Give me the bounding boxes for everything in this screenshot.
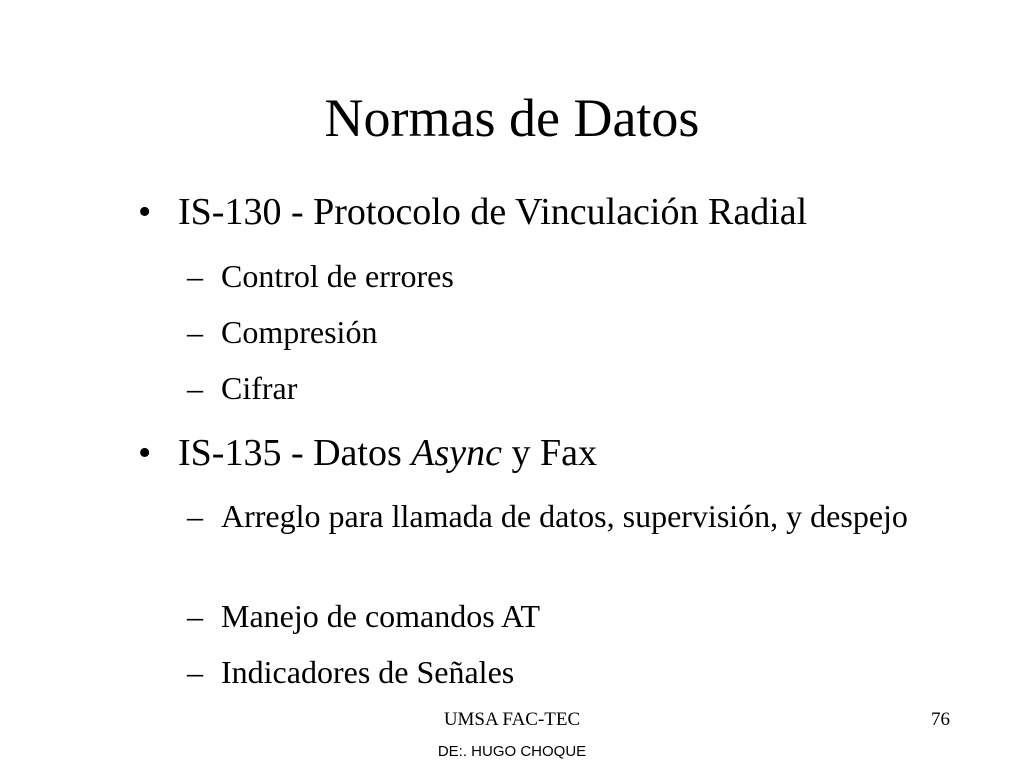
sub-item xyxy=(187,497,961,535)
bullet-text xyxy=(178,431,597,475)
sub-item xyxy=(187,369,961,407)
bullet-text-part: IS-135 - Datos xyxy=(178,432,412,474)
dash-marker: – xyxy=(187,314,203,350)
sub-item-text: Cifrar xyxy=(221,370,298,406)
bullet-text-part: y Fax xyxy=(502,432,597,474)
slide-title: Normas de Datos xyxy=(324,88,700,148)
bullet-text-italic: Async xyxy=(411,432,502,474)
page-number: 76 xyxy=(931,709,950,730)
sub-item-text: Control de errores xyxy=(221,258,454,294)
sub-item-text: Indicadores de Señales xyxy=(221,654,515,690)
sub-item-text: Manejo de comandos AT xyxy=(221,598,541,634)
dash-marker: – xyxy=(187,258,203,294)
dash-marker: – xyxy=(187,654,203,690)
sub-item-text: Arreglo para llamada de datos, supervisión, y despejo xyxy=(221,498,908,534)
dash-marker: – xyxy=(187,598,203,634)
sub-item xyxy=(187,597,961,635)
bullet-marker: • xyxy=(138,191,152,233)
footer-org: UMSA FAC-TEC xyxy=(443,709,581,730)
bullet-marker: • xyxy=(138,432,152,474)
dash-marker: – xyxy=(187,498,203,534)
bullet-item xyxy=(138,431,597,475)
dash-marker: – xyxy=(187,370,203,406)
bullet-text: IS-130 - Protocolo de Vinculación Radial xyxy=(178,191,808,233)
bullet-item xyxy=(138,190,807,234)
sub-item xyxy=(187,257,961,295)
sub-item-text: Compresión xyxy=(221,314,378,350)
footer-author: DE:. HUGO CHOQUE xyxy=(437,743,587,760)
sub-item xyxy=(187,313,961,351)
sub-item xyxy=(187,653,961,691)
